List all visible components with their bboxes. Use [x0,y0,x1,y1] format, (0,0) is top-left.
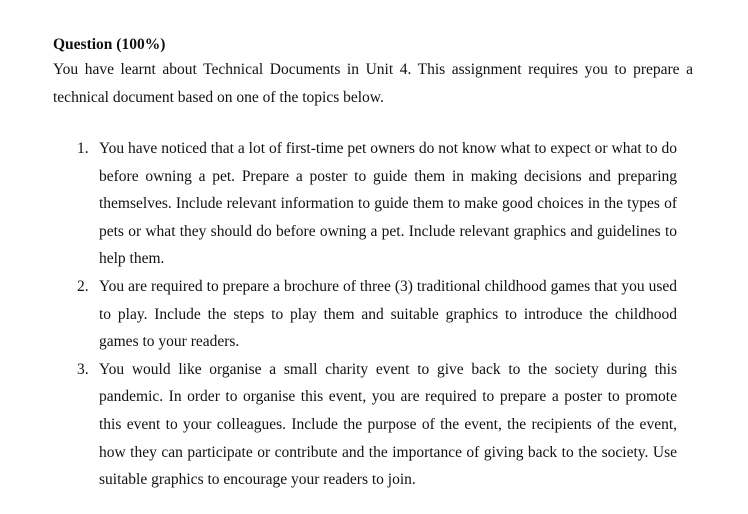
topic-text: You would like organise a small charity event to give back to the society during this pandemic. In order to organise this event, you are required to prepare a poster to promote this event to your colleagues. Include the purpose of the event, the recipients of the event, how they can participate or contribute and the importance of giving back to the society. Use suitable graphics to encourage your readers to join. [99,360,677,489]
topic-number: 2. [77,277,89,295]
intro-paragraph: You have learnt about Technical Documents in Unit 4. This assignment requires you to prepare a technical document based on one of the topics below. [53,61,693,106]
topic-number: 1. [77,140,89,157]
topic-item-3 [0,356,748,494]
topic-text: You are required to prepare a brochure of three (3) traditional childhood games that you used to play. Include the steps to play them and suitable graphics to introduce the childhood games to your readers. [99,277,677,351]
topic-number: 3. [77,360,89,378]
topic-text: You have noticed that a lot of first-time pet owners do not know what to expect or what to do before owning a pet. Prepare a poster to guide them in making decisions and preparing themselves. Include relevant information to guide them to make good choices in the types of pets or what they should do before owning a pet. Include relevant graphics and guidelines to help them. [99,140,677,268]
topic-item-1 [0,135,748,273]
topic-item-2 [0,273,748,356]
question-heading: Question (100%) [53,36,166,53]
topic-list [0,135,748,494]
